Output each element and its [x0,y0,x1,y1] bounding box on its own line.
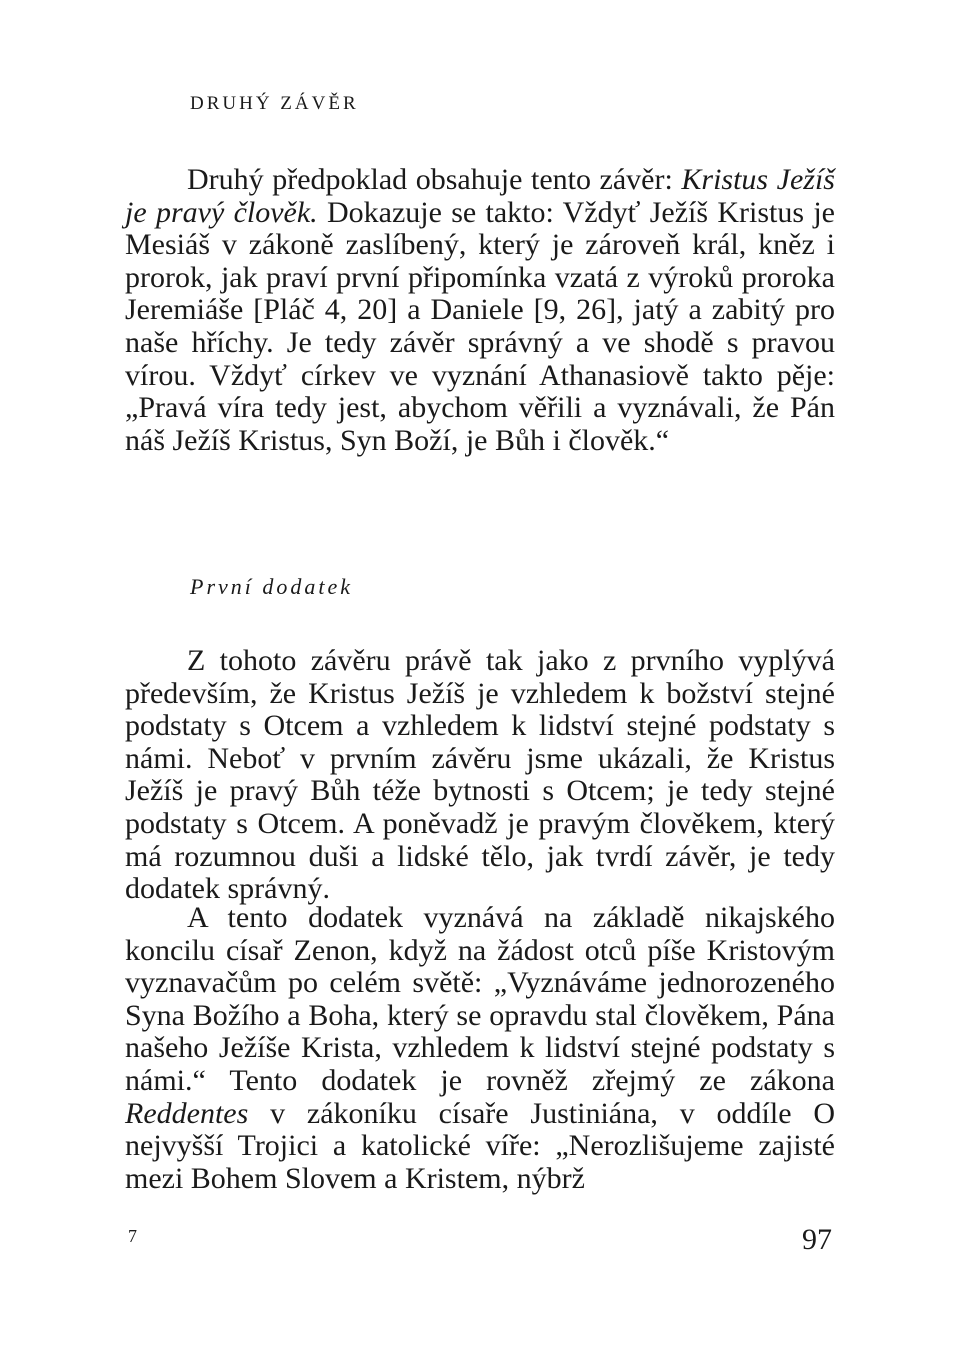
signature-mark: 7 [128,1226,137,1246]
paragraph-part1: A tento dodatek vyznává na základě nikajského koncilu císař Zenon, když na žádost otců píše Kristovým vyznavačům po celém světě: „Vyznáváme jednorozeného Syna Božího a Boha, který se opravdu stal člověkem, Pána našeho Ježíše Krista, vzhledem k lidství stejné podstaty s námi.“ Tento dodatek je rovněž zřejmý ze zákona [125,901,835,1097]
page-number: 97 [802,1223,832,1256]
paragraph-body: Dokazuje se takto: Vždyť Ježíš Kristus je Mesiáš v zákoně zaslíbený, který je zároveň král, kněz i prorok, jak praví první připomínka vzatá z výroků proroka Jeremiáše [Pláč 4, 20] a Daniele [9, 26], jatý a zabitý pro naše hříchy. Je tedy závěr správný a ve shodě s pravou vírou. Vždyť církev ve vyznání Athanasiově takto pěje: „Pravá víra tedy jest, abychom věřili a vyznávali, že Pán náš Ježíš Kristus, Syn Boží, je Bůh i člověk.“ [125,195,835,457]
paragraph-zenon [125,902,835,1195]
paragraph-lead: Druhý předpoklad obsahuje tento závěr: [187,163,682,196]
law-name-italic: Reddentes [125,1096,249,1130]
section-heading: První dodatek [190,574,354,599]
paragraph-prvni-dodatek: Z tohoto závěru právě tak jako z prvního vyplývá především, že Kristus Ježíš je vzhledem k božství stejné podstaty s Otcem a vzhledem k lidství stejné podstaty s námi. Neboť v prvním závěru jsme ukázali, že Kristus Ježíš je pravý Bůh téže bytnosti s Otcem; je tedy stejné podstaty s Otcem. A poněvadž je pravým člověkem, který má rozumnou duši a lidské tělo, jak tvrdí závěr, je tedy dodatek správný. [125,644,835,906]
paragraph-druhy-zaver [125,164,835,457]
running-head: DRUHÝ ZÁVĚR [190,93,359,114]
thesis-italic: Kristus Ježíš je pravý člověk. [125,163,835,229]
paragraph-part2: v zákoníku císaře Justiniána, v oddíle O nejvyšší Trojici a katolické víře: „Nerozlišujeme zajisté mezi Bohem Slovem a Kristem, nýbrž [125,1096,835,1195]
